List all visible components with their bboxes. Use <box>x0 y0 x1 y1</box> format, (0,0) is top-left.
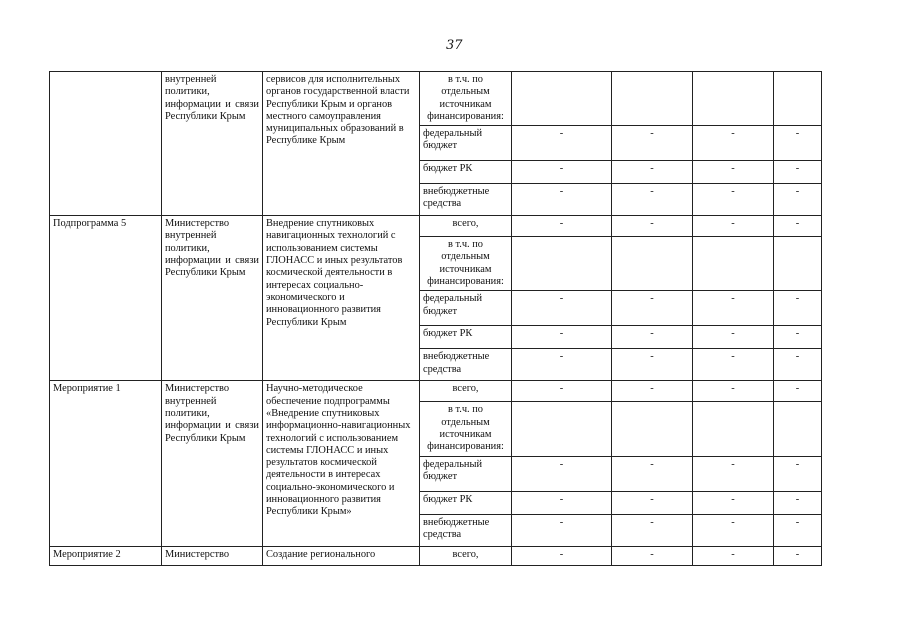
value-dash: - <box>693 491 774 514</box>
source-federal: федеральный бюджет <box>420 126 512 161</box>
cell-empty <box>693 72 774 126</box>
value-dash: - <box>612 291 693 326</box>
value-dash: - <box>512 326 612 349</box>
value-dash: - <box>774 456 822 491</box>
section-continuation <box>50 72 822 216</box>
source-federal: федеральный бюджет <box>420 291 512 326</box>
value-dash: - <box>612 349 693 381</box>
source-incl: в т.ч. по отдельным источникам финансирования: <box>420 237 512 291</box>
value-dash: - <box>774 546 822 565</box>
source-total: всего, <box>420 216 512 237</box>
value-dash: - <box>612 546 693 565</box>
value-dash: - <box>693 216 774 237</box>
value-dash: - <box>512 349 612 381</box>
source-rk: бюджет РК <box>420 161 512 184</box>
section-name <box>50 72 162 216</box>
value-dash: - <box>612 326 693 349</box>
value-dash: - <box>693 514 774 546</box>
page-number: 37 <box>446 38 463 53</box>
source-total: всего, <box>420 381 512 402</box>
section-description: Внедрение спутниковых навигационных технологий с использованием системы ГЛОНАСС и иных результатов космической деятельности в интересах социально-экономического и инновационного развития Республики Крым <box>263 216 420 381</box>
value-dash: - <box>774 326 822 349</box>
value-dash: - <box>612 456 693 491</box>
value-dash: - <box>512 161 612 184</box>
section-description: Научно-методическое обеспечение подпрограммы «Внедрение спутниковых информационно-навигационных технологий с использованием системы ГЛОНАСС и иных результатов космической деятельности в интересах социально-экономического и инновационного развития Республики Крым» <box>263 381 420 546</box>
source-rk: бюджет РК <box>420 326 512 349</box>
value-dash: - <box>774 161 822 184</box>
value-dash: - <box>693 161 774 184</box>
value-dash: - <box>774 514 822 546</box>
cell-empty <box>612 237 693 291</box>
cell-empty <box>693 237 774 291</box>
source-extra: внебюджетные средства <box>420 514 512 546</box>
value-dash: - <box>612 184 693 216</box>
source-incl: в т.ч. по отдельным источникам финансирования: <box>420 72 512 126</box>
section-executor: Министерство внутренней политики, информации и связи Республики Крым <box>162 381 263 546</box>
section-description: Создание регионального <box>263 546 420 565</box>
value-dash: - <box>693 381 774 402</box>
cell-empty <box>512 72 612 126</box>
value-dash: - <box>774 126 822 161</box>
value-dash: - <box>512 381 612 402</box>
section-name: Мероприятие 1 <box>50 381 162 546</box>
value-dash: - <box>612 126 693 161</box>
section-executor: внутренней политики, информации и связи Республики Крым <box>162 72 263 216</box>
value-dash: - <box>612 161 693 184</box>
value-dash: - <box>693 326 774 349</box>
source-extra: внебюджетные средства <box>420 184 512 216</box>
section-name: Подпрограмма 5 <box>50 216 162 381</box>
source-rk: бюджет РК <box>420 491 512 514</box>
value-dash: - <box>612 514 693 546</box>
source-federal: федеральный бюджет <box>420 456 512 491</box>
value-dash: - <box>512 456 612 491</box>
section-executor: Министерство внутренней политики, информации и связи Республики Крым <box>162 216 263 381</box>
value-dash: - <box>774 491 822 514</box>
cell-empty <box>612 72 693 126</box>
value-dash: - <box>612 491 693 514</box>
value-dash: - <box>693 184 774 216</box>
value-dash: - <box>693 126 774 161</box>
cell-empty <box>774 72 822 126</box>
cell-empty <box>774 237 822 291</box>
source-incl: в т.ч. по отдельным источникам финансирования: <box>420 402 512 456</box>
value-dash: - <box>693 546 774 565</box>
cell-empty <box>512 402 612 456</box>
section-executor: Министерство <box>162 546 263 565</box>
value-dash: - <box>693 291 774 326</box>
value-dash: - <box>512 184 612 216</box>
source-total: всего, <box>420 546 512 565</box>
value-dash: - <box>774 381 822 402</box>
value-dash: - <box>774 349 822 381</box>
funding-table <box>49 71 822 566</box>
value-dash: - <box>612 216 693 237</box>
source-extra: внебюджетные средства <box>420 349 512 381</box>
value-dash: - <box>512 491 612 514</box>
value-dash: - <box>512 546 612 565</box>
cell-empty <box>512 237 612 291</box>
cell-empty <box>774 402 822 456</box>
section-name: Мероприятие 2 <box>50 546 162 565</box>
section-activity-1 <box>50 381 822 546</box>
value-dash: - <box>774 291 822 326</box>
value-dash: - <box>693 456 774 491</box>
value-dash: - <box>774 184 822 216</box>
cell-empty <box>612 402 693 456</box>
value-dash: - <box>612 381 693 402</box>
value-dash: - <box>512 216 612 237</box>
value-dash: - <box>774 216 822 237</box>
cell-empty <box>693 402 774 456</box>
section-description: сервисов для исполнительных органов государственной власти Республики Крым и органов местного самоуправления муниципальных образований в Республике Крым <box>263 72 420 216</box>
section-activity-2 <box>50 546 822 565</box>
value-dash: - <box>693 349 774 381</box>
section-subprogram-5 <box>50 216 822 381</box>
value-dash: - <box>512 126 612 161</box>
value-dash: - <box>512 514 612 546</box>
value-dash: - <box>512 291 612 326</box>
